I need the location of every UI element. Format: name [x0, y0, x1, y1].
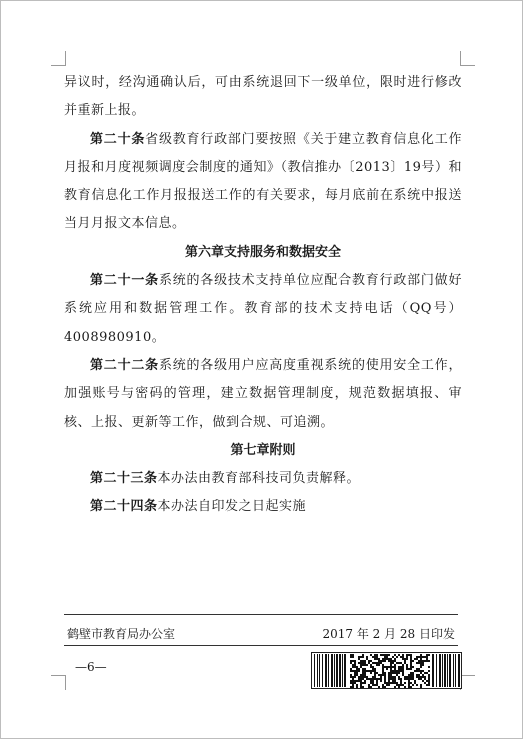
- article-22: [64, 352, 462, 437]
- article-24: [64, 493, 462, 521]
- article-22-number: 第二十二条: [90, 357, 159, 373]
- footer-row: [67, 625, 455, 642]
- article-21-number: 第二十一条: [90, 273, 159, 289]
- article-20: [64, 126, 462, 239]
- page-number: —6—: [75, 660, 107, 674]
- footer-rule-bottom: [64, 645, 458, 646]
- article-24-text: 本办法自印发之日起实施: [157, 499, 307, 515]
- footer-rule-top: [64, 614, 458, 615]
- article-21: [64, 267, 462, 352]
- crop-mark-bottom-left: [51, 675, 66, 690]
- chapter-7-heading: 第七章附则: [230, 442, 296, 458]
- article-23-text: 本办法由教育部科技司负责解释。: [157, 471, 361, 487]
- document-body: [64, 69, 462, 522]
- crop-mark-top-left: [51, 51, 66, 66]
- article-20-number: 第二十条: [90, 131, 146, 147]
- chapter-6-heading: 第六章支持服务和数据安全: [184, 244, 341, 260]
- article-22-text: 系统的各级用户应高度重视系统的使用安全工作，加强账号与密码的管理，建立数据管理制度，规范数据填报、审核、上报、更新等工作，做到合规、可追溯。: [64, 357, 462, 430]
- article-21-text: 系统的各级技术支持单位应配合教育行政部门做好系统应用和数据管理工作。教育部的技术支持电话（QQ号）4008980910。: [64, 273, 462, 345]
- barcode-image: [311, 652, 462, 689]
- crop-mark-top-right: [460, 51, 475, 66]
- paragraph-continued: 异议时，经沟通确认后，可由系统退回下一级单位，限时进行修改并重新上报。: [64, 75, 462, 119]
- footer-issuer: 鹤壁市教育局办公室: [67, 627, 176, 641]
- barcode-pattern: [312, 653, 461, 688]
- article-24-number: 第二十四条: [90, 499, 158, 515]
- footer-date: 2017 年 2 月 28 日印发: [322, 627, 455, 641]
- article-23: [64, 465, 462, 493]
- crop-mark-bottom-right: [460, 675, 475, 690]
- article-20-text: 省级教育行政部门要按照《关于建立教育信息化工作月报和月度视频调度会制度的通知》（教信推办〔2013〕19号）和教育信息化工作月报报送工作的有关要求，每月底前在系统中报送当月月报文本信息。: [64, 131, 462, 232]
- article-23-number: 第二十三条: [90, 471, 158, 487]
